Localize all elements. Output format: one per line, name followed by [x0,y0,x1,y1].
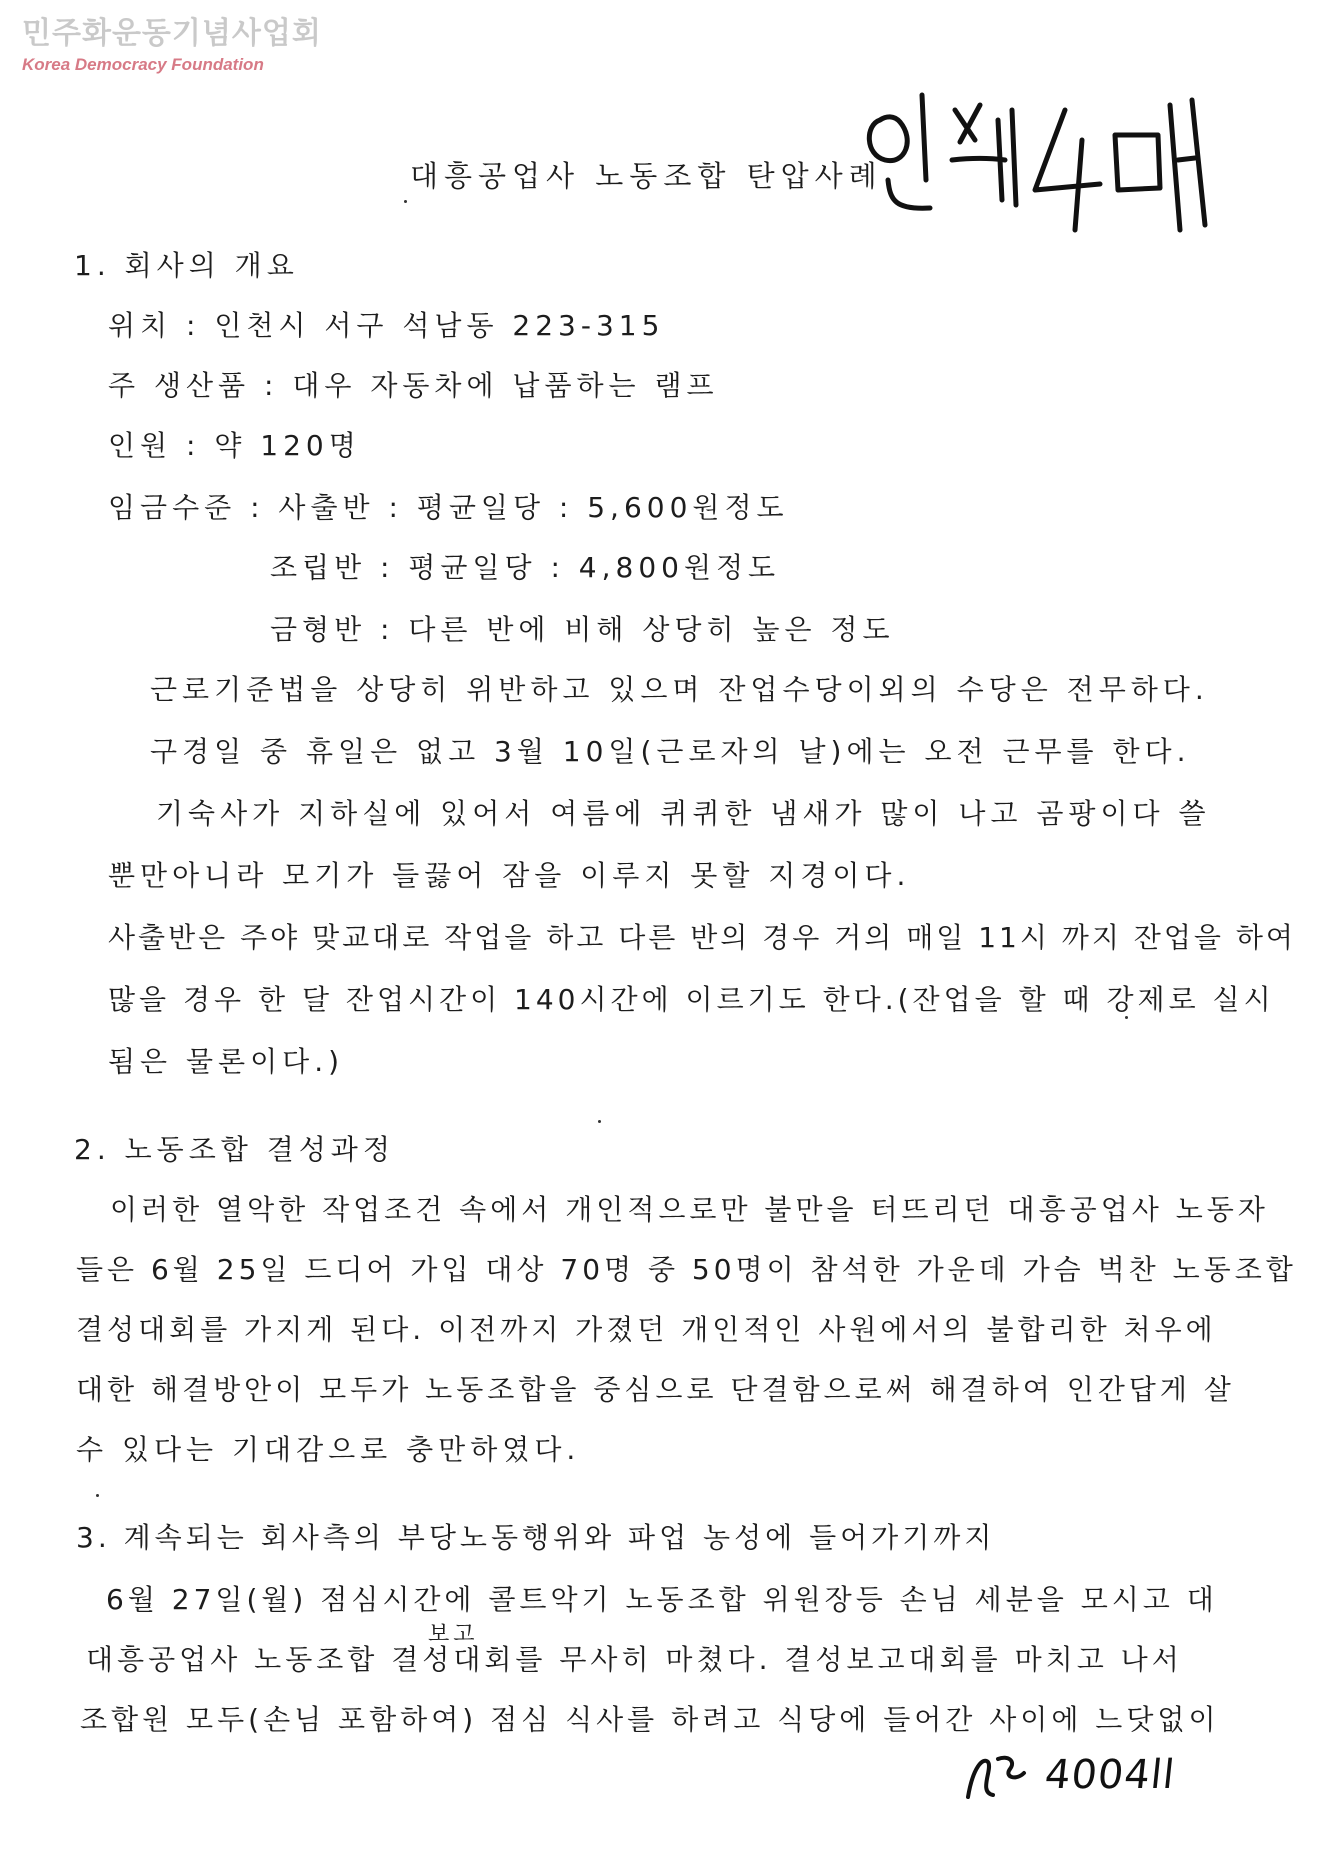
section1-line: 사출반은 주야 맞교대로 작업을 하고 다른 반의 경우 거의 매일 11시 까지 잔업을 하여 [108,921,1296,954]
scan-speck [404,200,407,203]
editor-insertion-note: 보고 [428,1622,479,1647]
section3-line: 6월 27일(월) 점심시간에 콜트악기 노동조합 위원장등 손님 세분을 모시고 대 [106,1583,1218,1616]
section1-line: 뿐만아니라 모기가 들끓어 잠을 이루지 못할 지경이다. [108,859,911,892]
section3-line: 대흥공업사 노동조합 결성대회를 무사히 마쳤다. 결성보고대회를 마치고 나서 [86,1643,1183,1676]
section2-line: 들은 6월 25일 드디어 가입 대상 70명 중 50명이 참석한 가운데 가슴 벅찬 노동조합 [76,1253,1297,1286]
section2-line: 대한 해결방안이 모두가 노동조합을 중심으로 단결함으로써 해결하여 인간답게 살 [76,1373,1235,1406]
section1-line: 조립반 : 평균일당 : 4,800원정도 [270,551,781,584]
section3-heading: 3. 계속되는 회사측의 부당노동행위와 파업 농성에 들어가기까지 [76,1521,996,1554]
scan-speck [1125,1016,1128,1019]
section1-line: 위치 : 인천시 서구 석남동 223-315 [108,309,665,342]
section1-line: 주 생산품 : 대우 자동차에 납품하는 램프 [108,369,719,402]
handwritten-print-count-mark [860,80,1230,240]
archive-number: 4004ll [1042,1752,1178,1798]
section2-heading: 2. 노동조합 결성과정 [74,1133,395,1166]
section2-line: 결성대회를 가지게 된다. 이전까지 가졌던 개인적인 사원에서의 불합리한 처우에 [76,1313,1217,1346]
section3-line: 조합원 모두(손님 포함하여) 점심 식사를 하려고 식당에 들어간 사이에 느닷없이 [80,1703,1220,1736]
section1-line: 됨은 물론이다.) [108,1045,345,1078]
section2-line: 이러한 열악한 작업조건 속에서 개인적으로만 불만을 터뜨리던 대흥공업사 노동자 [110,1193,1269,1226]
section1-line: 임금수준 : 사출반 : 평균일당 : 5,600원정도 [108,491,789,524]
scan-speck [598,1120,601,1123]
archive-initial-mark [958,1747,1038,1807]
scan-speck [96,1494,99,1497]
section1-heading: 1. 회사의 개요 [74,249,299,282]
section2-line: 수 있다는 기대감으로 충만하였다. [76,1433,581,1466]
watermark-korean: 민주화운동기념사업회 [22,16,322,51]
section1-line: 구경일 중 휴일은 없고 3월 10일(근로자의 날)에는 오전 근무를 한다. [150,735,1191,768]
section1-line: 금형반 : 다른 반에 비해 상당히 높은 정도 [270,613,895,646]
section1-line: 근로기준법을 상당히 위반하고 있으며 잔업수당이외의 수당은 전무하다. [150,673,1209,706]
watermark-logo [22,16,322,76]
watermark-english: Korea Democracy Foundation [22,55,264,74]
section1-line: 기숙사가 지하실에 있어서 여름에 퀴퀴한 냄새가 많이 나고 곰팡이다 쓸 [156,797,1211,830]
section1-line: 많을 경우 한 달 잔업시간이 140시간에 이르기도 한다.(잔업을 할 때 강제로 실시 [108,983,1275,1016]
section1-line: 인원 : 약 120명 [108,429,361,462]
document-title: 대흥공업사 노동조합 탄압사례 [410,159,883,193]
